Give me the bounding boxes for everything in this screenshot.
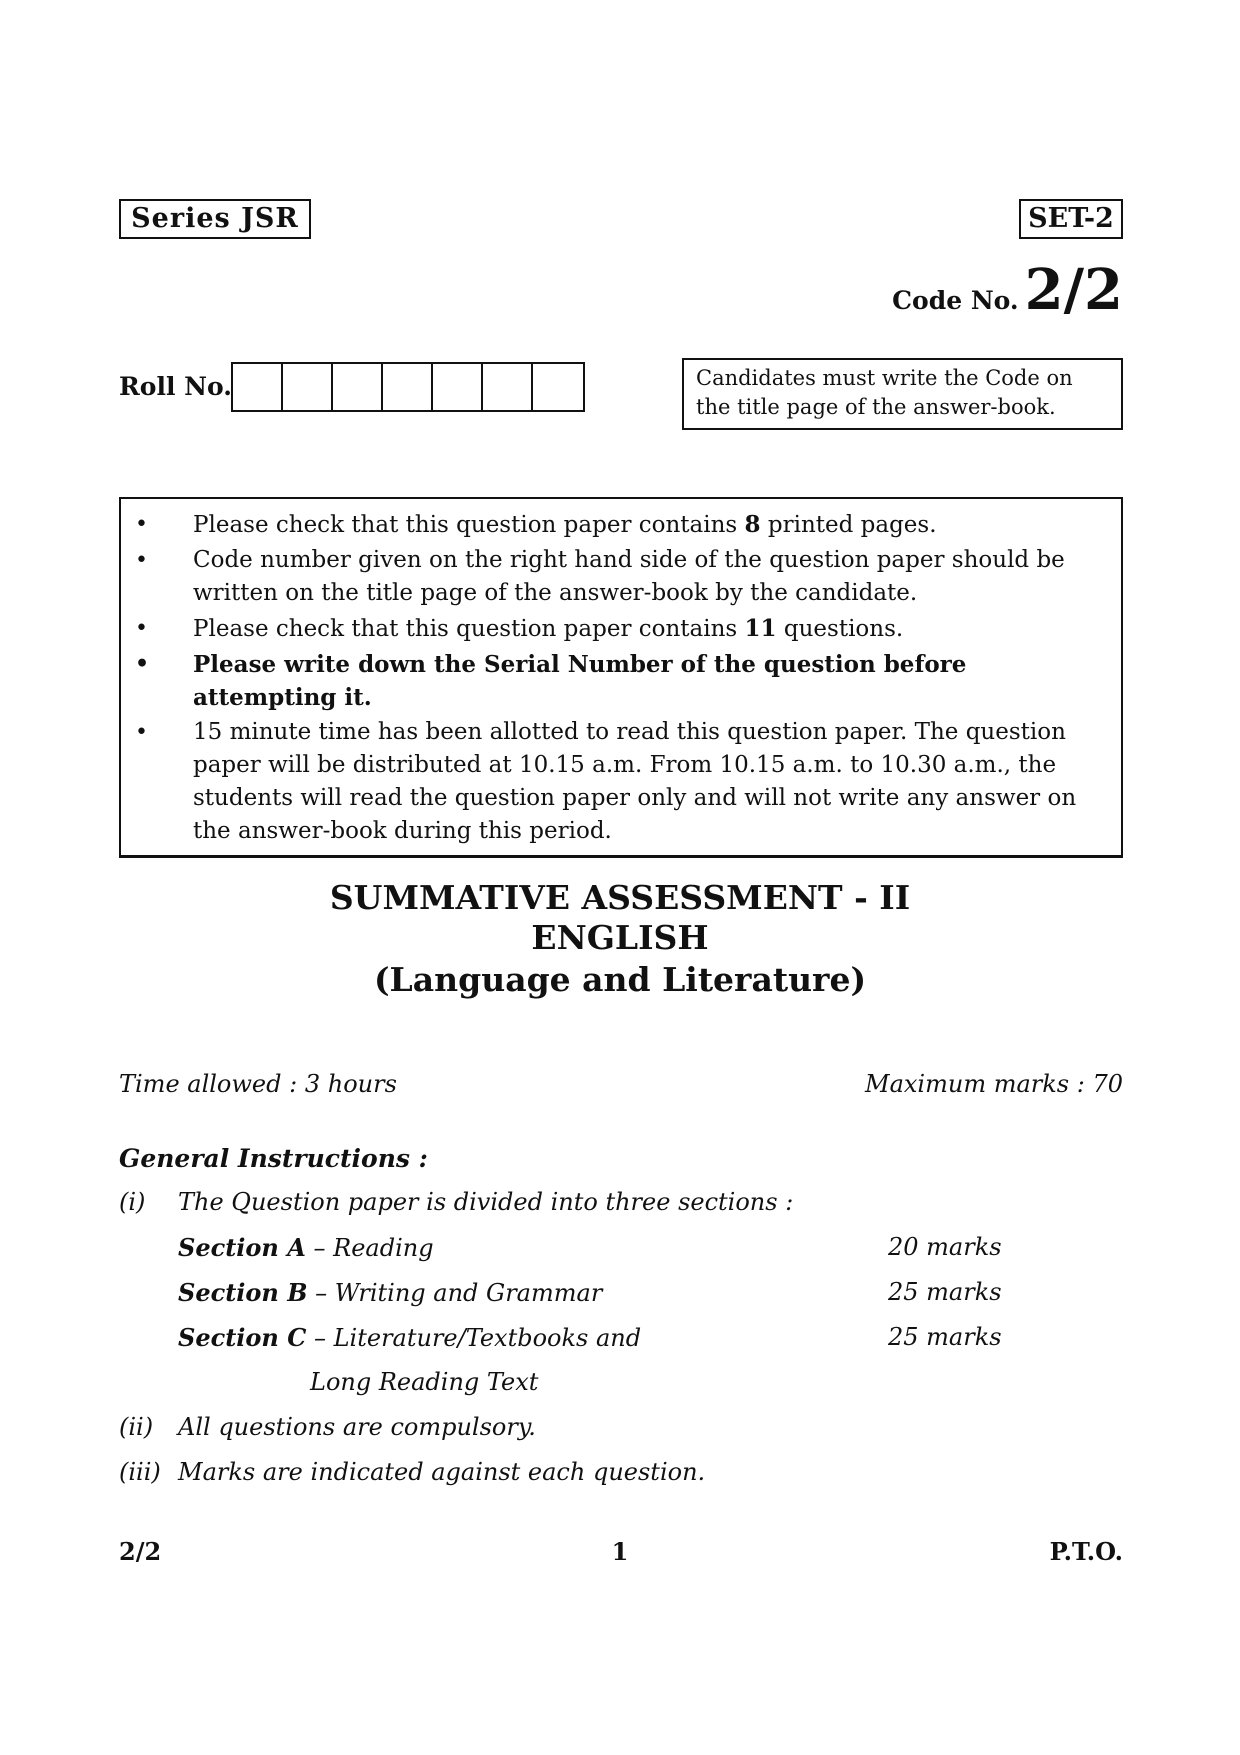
instruction-item: • Please check that this question paper contains 8 printed pages. [135, 511, 937, 538]
roll-number-cell[interactable] [383, 364, 433, 410]
instruction-item: • Code number given on the right hand side of the question paper should be written on the title page of the answer-book by the candidate. [135, 547, 1065, 606]
roll-number-cell[interactable] [233, 364, 283, 410]
subject-subtitle: (Language and Literature) [373, 960, 867, 999]
section-c-row: Section C – Literature/Textbooks and [178, 1323, 642, 1352]
roll-number-cell[interactable] [533, 364, 583, 410]
series-label: Series JSR [119, 199, 311, 239]
exam-title: SUMMATIVE ASSESSMENT - II [329, 878, 911, 917]
time-allowed: Time allowed : 3 hours [119, 1070, 397, 1098]
code-value: 2/2 [1024, 257, 1123, 323]
roll-number-cell[interactable] [483, 364, 533, 410]
page-number: 1 [611, 1537, 629, 1566]
maximum-marks: Maximum marks : 70 [865, 1070, 1123, 1098]
instruction-i: (i) The Question paper is divided into three sections : [119, 1188, 794, 1216]
footer-code: 2/2 [119, 1537, 162, 1566]
section-b-marks: 25 marks [888, 1278, 1002, 1306]
section-c-continued: Long Reading Text [310, 1368, 539, 1396]
roll-number-boxes [231, 362, 585, 412]
set-label: SET-2 [1019, 199, 1123, 239]
subject-title: ENGLISH [531, 918, 709, 957]
instructions-box [119, 497, 1123, 858]
instruction-item: • 15 minute time has been allotted to read this question paper. The question paper will be distributed at 10.15 a.m. From 10.15 a.m. to 10.30 a.m., the students will read the question paper only and will not write any answer on the answer-book during this period. [135, 719, 1077, 844]
instruction-ii: (ii) All questions are compulsory. [119, 1413, 536, 1441]
please-turn-over: P.T.O. [1049, 1537, 1123, 1566]
roll-number-cell[interactable] [283, 364, 333, 410]
roll-number-cell[interactable] [333, 364, 383, 410]
section-c-marks: 25 marks [888, 1323, 1002, 1351]
candidate-note: Candidates must write the Code on the title page of the answer-book. [682, 358, 1123, 430]
instruction-item: • Please check that this question paper contains 11 questions. [135, 615, 904, 642]
instruction-iii: (iii) Marks are indicated against each question. [119, 1458, 706, 1486]
section-a-marks: 20 marks [888, 1233, 1002, 1261]
section-b-row: Section B – Writing and Grammar [178, 1278, 603, 1307]
roll-number-label: Roll No. [119, 372, 232, 401]
general-instructions-heading: General Instructions : [119, 1144, 428, 1173]
code-label: Code No. [892, 286, 1019, 315]
roll-number-cell[interactable] [433, 364, 483, 410]
section-a-row: Section A – Reading [178, 1233, 434, 1262]
code-number [892, 257, 1123, 323]
instruction-item: • Please write down the Serial Number of the question before attempting it. [135, 651, 967, 711]
